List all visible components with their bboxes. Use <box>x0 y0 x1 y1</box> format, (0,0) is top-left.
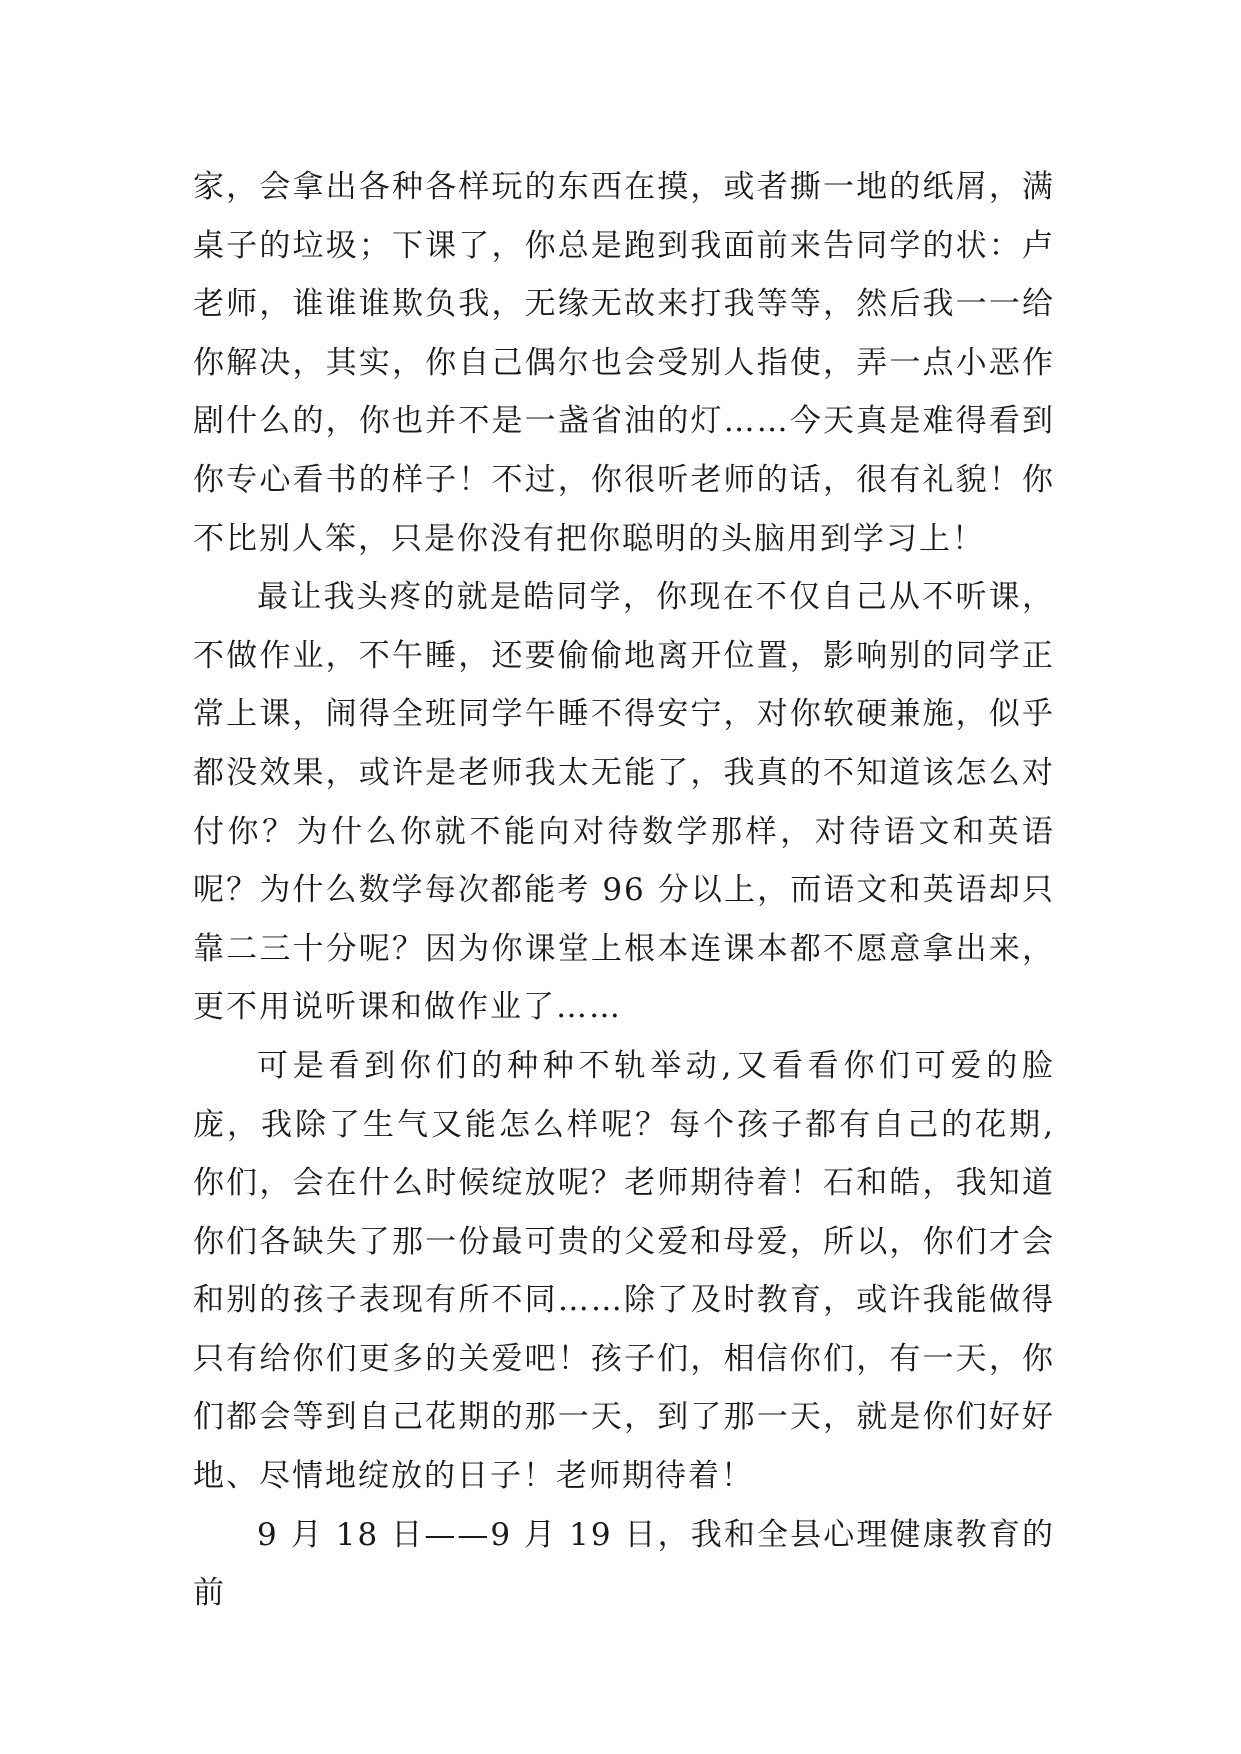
paragraph-september-training: 9 月 18 日——9 月 19 日，我和全县心理健康教育的前 <box>193 1516 1055 1612</box>
body-text <box>193 158 1055 1623</box>
paragraph-continuation: 家，会拿出各种各样玩的东西在摸，或者撕一地的纸屑，满桌子的垃圾；下课了，你总是跑到我面前来告同学的状：卢老师，谁谁谁欺负我，无缘无故来打我等等，然后我一一给你解决，其实，你自己偶尔也会受别人指使，弄一点小恶作剧什么的，你也并不是一盏省油的灯……今天真是难得看到你专心看书的样子！不过，你很听老师的话，很有礼貌！你不比别人笨，只是你没有把你聪明的头脑用到学习上！ <box>193 169 1055 557</box>
paragraph-flowering-period: 可是看到你们的种种不轨举动,又看看你们可爱的脸庞，我除了生气又能怎么样呢？每个孩子都有自己的花期,你们，会在什么时候绽放呢？老师期待着！石和皓，我知道你们各缺失了那一份最可贵的父爱和母爱，所以，你们才会和别的孩子表现有所不同……除了及时教育，或许我能做得只有给你们更多的关爱吧！孩子们，相信你们，有一天，你们都会等到自己花期的那一天，到了那一天，就是你们好好地、尽情地绽放的日子！老师期待着！ <box>193 1047 1055 1495</box>
paragraph-hao-student: 最让我头疼的就是皓同学，你现在不仅自己从不听课，不做作业，不午睡，还要偷偷地离开位置，影响别的同学正常上课，闹得全班同学午睡不得安宁，对你软硬兼施，似乎都没效果，或许是老师我太无能了，我真的不知道该怎么对付你？为什么你就不能向对待数学那样，对待语文和英语呢？为什么数学每次都能考 96 分以上，而语文和英语却只靠二三十分呢？因为你课堂上根本连课本都不愿意拿出来，更不用说听课和做作业了…… <box>193 579 1055 1026</box>
